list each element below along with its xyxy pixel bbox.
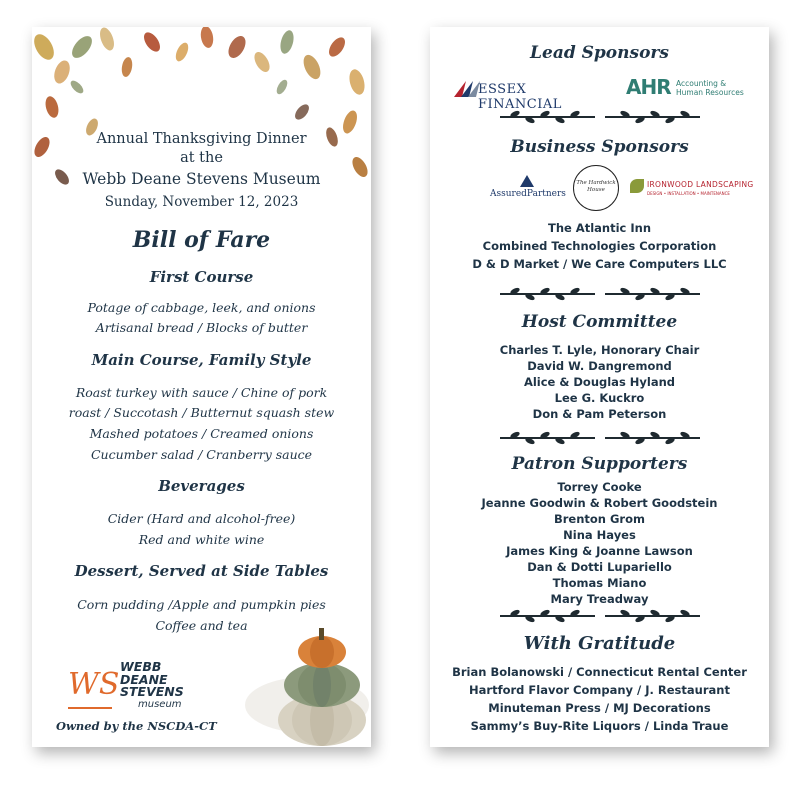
course-heading: First Course xyxy=(149,268,254,286)
gratitude-name: Sammy’s Buy-Rite Liquors / Linda Traue xyxy=(470,719,729,733)
gratitude-name: Brian Bolanowski / Connecticut Rental Center xyxy=(452,665,747,679)
gratitude-name: Hartford Flavor Company / J. Restaurant xyxy=(469,683,730,697)
laurel-divider xyxy=(490,285,710,303)
essex-swoosh-icon xyxy=(452,79,480,99)
patron-supporters-heading: Patron Supporters xyxy=(511,454,688,474)
logo-text-museum: museum xyxy=(138,698,182,710)
laurel-divider xyxy=(490,108,710,126)
menu-item: Mashed potatoes / Creamed onions xyxy=(89,426,314,441)
lead-sponsors-heading: Lead Sponsors xyxy=(530,43,669,63)
essex-financial-logo xyxy=(452,79,612,112)
owned-by: Owned by the NSCDA-CT xyxy=(56,719,217,733)
logo-text-webb: WEBB xyxy=(120,659,162,674)
event-at: at the xyxy=(180,150,223,166)
event-title: Annual Thanksgiving Dinner xyxy=(96,131,307,147)
patron-name: Nina Hayes xyxy=(563,528,636,542)
ahr-mark: AHR xyxy=(626,75,671,99)
menu-item: Artisanal bread / Blocks of butter xyxy=(95,320,308,335)
event-date: Sunday, November 12, 2023 xyxy=(104,194,299,210)
sponsor-name: The Atlantic Inn xyxy=(547,221,652,235)
host-name: Don & Pam Peterson xyxy=(532,407,667,421)
course-heading: Beverages xyxy=(158,477,245,495)
menu-item: Coffee and tea xyxy=(155,618,248,633)
assured-partners-logo xyxy=(490,175,570,205)
business-sponsors-heading: Business Sponsors xyxy=(510,137,689,157)
venue-name: Webb Deane Stevens Museum xyxy=(82,170,321,188)
menu-item: Potage of cabbage, leek, and onions xyxy=(87,300,316,315)
assured-a-icon xyxy=(520,175,534,187)
host-name: Charles T. Lyle, Honorary Chair xyxy=(499,343,700,357)
patron-name: Torrey Cooke xyxy=(557,480,642,494)
host-committee-heading: Host Committee xyxy=(521,312,678,332)
essex-logo-text: ESSEX FINANCIAL xyxy=(478,82,562,112)
ironwood-logo-text: IRONWOOD LANDSCAPING xyxy=(647,180,754,189)
patron-name: Jeanne Goodwin & Robert Goodstein xyxy=(481,496,718,510)
patron-name: Brenton Grom xyxy=(553,512,645,526)
logo-text-stevens: STEVENS xyxy=(120,684,184,699)
patron-name: Thomas Miano xyxy=(552,576,647,590)
menu-card xyxy=(32,27,371,747)
pumpkins-illustration xyxy=(237,620,371,747)
sponsor-card xyxy=(430,27,769,747)
menu-item: Cucumber salad / Cranberry sauce xyxy=(90,447,313,462)
gratitude-heading: With Gratitude xyxy=(523,633,676,654)
menu-item: Roast turkey with sauce / Chine of pork xyxy=(75,385,328,400)
monogram-icon: WS xyxy=(68,663,112,709)
ironwood-subtext: DESIGN • INSTALLATION • MAINTENANCE xyxy=(647,191,730,196)
course-heading: Dessert, Served at Side Tables xyxy=(74,562,329,580)
patron-name: James King & Joanne Lawson xyxy=(506,544,693,558)
museum-logo xyxy=(68,661,228,721)
course-heading: Main Course, Family Style xyxy=(91,351,312,369)
host-name: Lee G. Kuckro xyxy=(554,391,645,405)
menu-item: roast / Succotash / Butternut squash stew xyxy=(68,405,335,420)
ahr-logo xyxy=(626,75,756,103)
logo-text-deane: DEANE xyxy=(120,671,168,687)
ahr-text-2: Human Resources xyxy=(676,88,744,97)
host-name: David W. Dangremond xyxy=(527,359,672,373)
menu-item: Cider (Hard and alcohol-free) xyxy=(107,511,296,526)
hardwick-house-logo: The Hardwick House xyxy=(573,165,619,211)
assured-logo-text: AssuredPartners xyxy=(490,189,566,199)
ironwood-leaf-icon xyxy=(630,179,644,193)
laurel-divider xyxy=(490,429,710,447)
host-name: Alice & Douglas Hyland xyxy=(523,375,676,389)
ironwood-logo xyxy=(630,177,760,205)
menu-item: Corn pudding /Apple and pumpkin pies xyxy=(77,597,326,612)
ahr-text-1: Accounting & xyxy=(676,79,727,88)
gratitude-name: Minuteman Press / MJ Decorations xyxy=(488,701,711,715)
sponsor-name: Combined Technologies Corporation xyxy=(482,239,717,253)
menu-title: Bill of Fare xyxy=(132,227,271,253)
patron-name: Dan & Dotti Lupariello xyxy=(527,560,672,574)
laurel-divider xyxy=(490,607,710,625)
menu-item: Red and white wine xyxy=(138,532,265,547)
patron-name: Mary Treadway xyxy=(550,592,649,606)
sponsor-name: D & D Market / We Care Computers LLC xyxy=(472,257,727,271)
